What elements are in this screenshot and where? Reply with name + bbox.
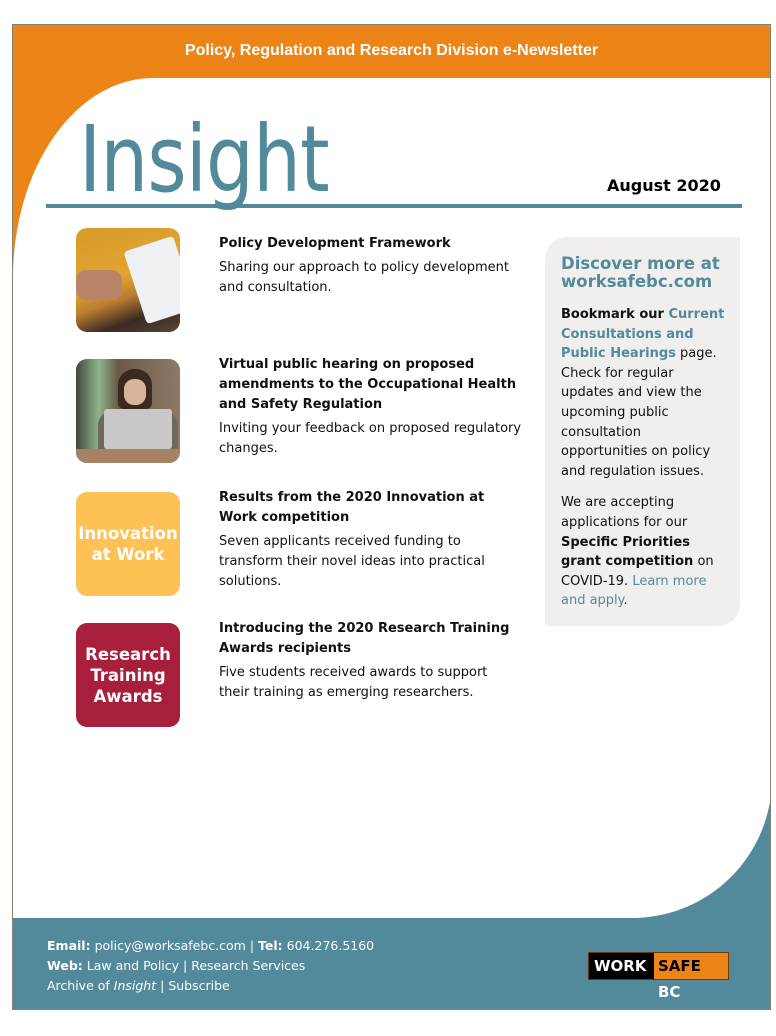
footer-contact-line [47, 936, 374, 956]
article-policy-framework [219, 234, 519, 298]
footer-web-line [47, 956, 374, 976]
article-description: Five students received awards to support their training as emerging researchers. [219, 665, 488, 700]
logo-work: WORK [589, 953, 654, 979]
logo-safe-bc [654, 953, 728, 1001]
innovation-at-work-label: Innovation at Work [78, 524, 178, 564]
sidebar-heading: Discover more at worksafebc.com [561, 254, 720, 291]
article-title-link[interactable]: Introducing the 2020 Research Training Awards recipients [219, 621, 510, 656]
research-services-link[interactable]: Research Services [191, 958, 306, 973]
learn-more-link[interactable]: Learn more and apply [561, 573, 707, 609]
person-face-shape [124, 379, 146, 405]
web-label: Web: [47, 958, 83, 973]
discover-more-sidebar [545, 237, 740, 626]
archive-prefix: Archive of [47, 978, 114, 993]
article-innovation-at-work [219, 488, 519, 592]
newsletter-header-title: Policy, Regulation and Research Division e-Newsletter [184, 42, 599, 59]
grant-text-covid: on COVID-19. [561, 554, 714, 589]
newsletter-page [12, 24, 771, 1010]
footer [47, 936, 374, 996]
period: . [623, 593, 628, 609]
worksafebc-logo[interactable] [588, 952, 729, 1001]
article-description: Sharing our approach to policy development and consultation. [219, 260, 510, 295]
article-image-research-training-awards[interactable] [76, 623, 180, 727]
article-research-training-awards [219, 619, 519, 703]
separator: | [156, 978, 169, 993]
sidebar-paragraph-consultations [561, 305, 728, 481]
insight-wordmark: Insight [79, 106, 329, 213]
logo-bc: BC [658, 983, 681, 1001]
article-image-policy-framework[interactable] [76, 228, 180, 332]
article-description: Inviting your feedback on proposed regulatory changes. [219, 421, 522, 456]
sidebar-paragraph-grants [561, 493, 728, 611]
separator: | [179, 958, 192, 973]
paper-shape [124, 236, 180, 324]
laptop-shape [104, 409, 172, 449]
archive-link[interactable] [47, 978, 156, 993]
consultations-link[interactable]: Current Consultations and Public Hearings [561, 307, 725, 362]
tel-label: Tel: [258, 938, 283, 953]
article-title-link[interactable]: Results from the 2020 Innovation at Work competition [219, 490, 485, 525]
article-image-virtual-hearing[interactable] [76, 359, 180, 463]
issue-date: August 2020 [607, 176, 721, 195]
grant-text: We are accepting applications for our [561, 495, 688, 530]
separator: | [245, 938, 259, 953]
desk-shape [76, 449, 180, 463]
article-title-link[interactable]: Virtual public hearing on proposed amendments to the Occupational Health and Safety Regulation [219, 357, 517, 412]
archive-insight: Insight [113, 978, 157, 993]
email-label: Email: [47, 938, 91, 953]
hand-shape [76, 270, 122, 300]
subscribe-link[interactable]: Subscribe [168, 978, 230, 993]
research-training-awards-label: Research Training Awards [85, 644, 171, 706]
article-virtual-hearing [219, 355, 524, 459]
article-image-innovation-at-work[interactable] [76, 492, 180, 596]
bookmark-text: Bookmark our [561, 307, 669, 322]
email-link[interactable]: policy@worksafebc.com [94, 938, 246, 953]
consultations-text: page. Check for regular updates and view the upcoming public consultation opportunities on policy and regulation issues. [561, 346, 717, 479]
law-and-policy-link[interactable]: Law and Policy [86, 958, 180, 973]
article-description: Seven applicants received funding to transform their novel ideas into practical solutions. [219, 534, 485, 589]
grant-name: Specific Priorities grant competition [561, 534, 694, 570]
tel-number: 604.276.5160 [286, 938, 375, 953]
article-title-link[interactable]: Policy Development Framework [219, 236, 451, 251]
logo-safe: SAFE [658, 957, 701, 975]
footer-archive-line [47, 976, 374, 996]
